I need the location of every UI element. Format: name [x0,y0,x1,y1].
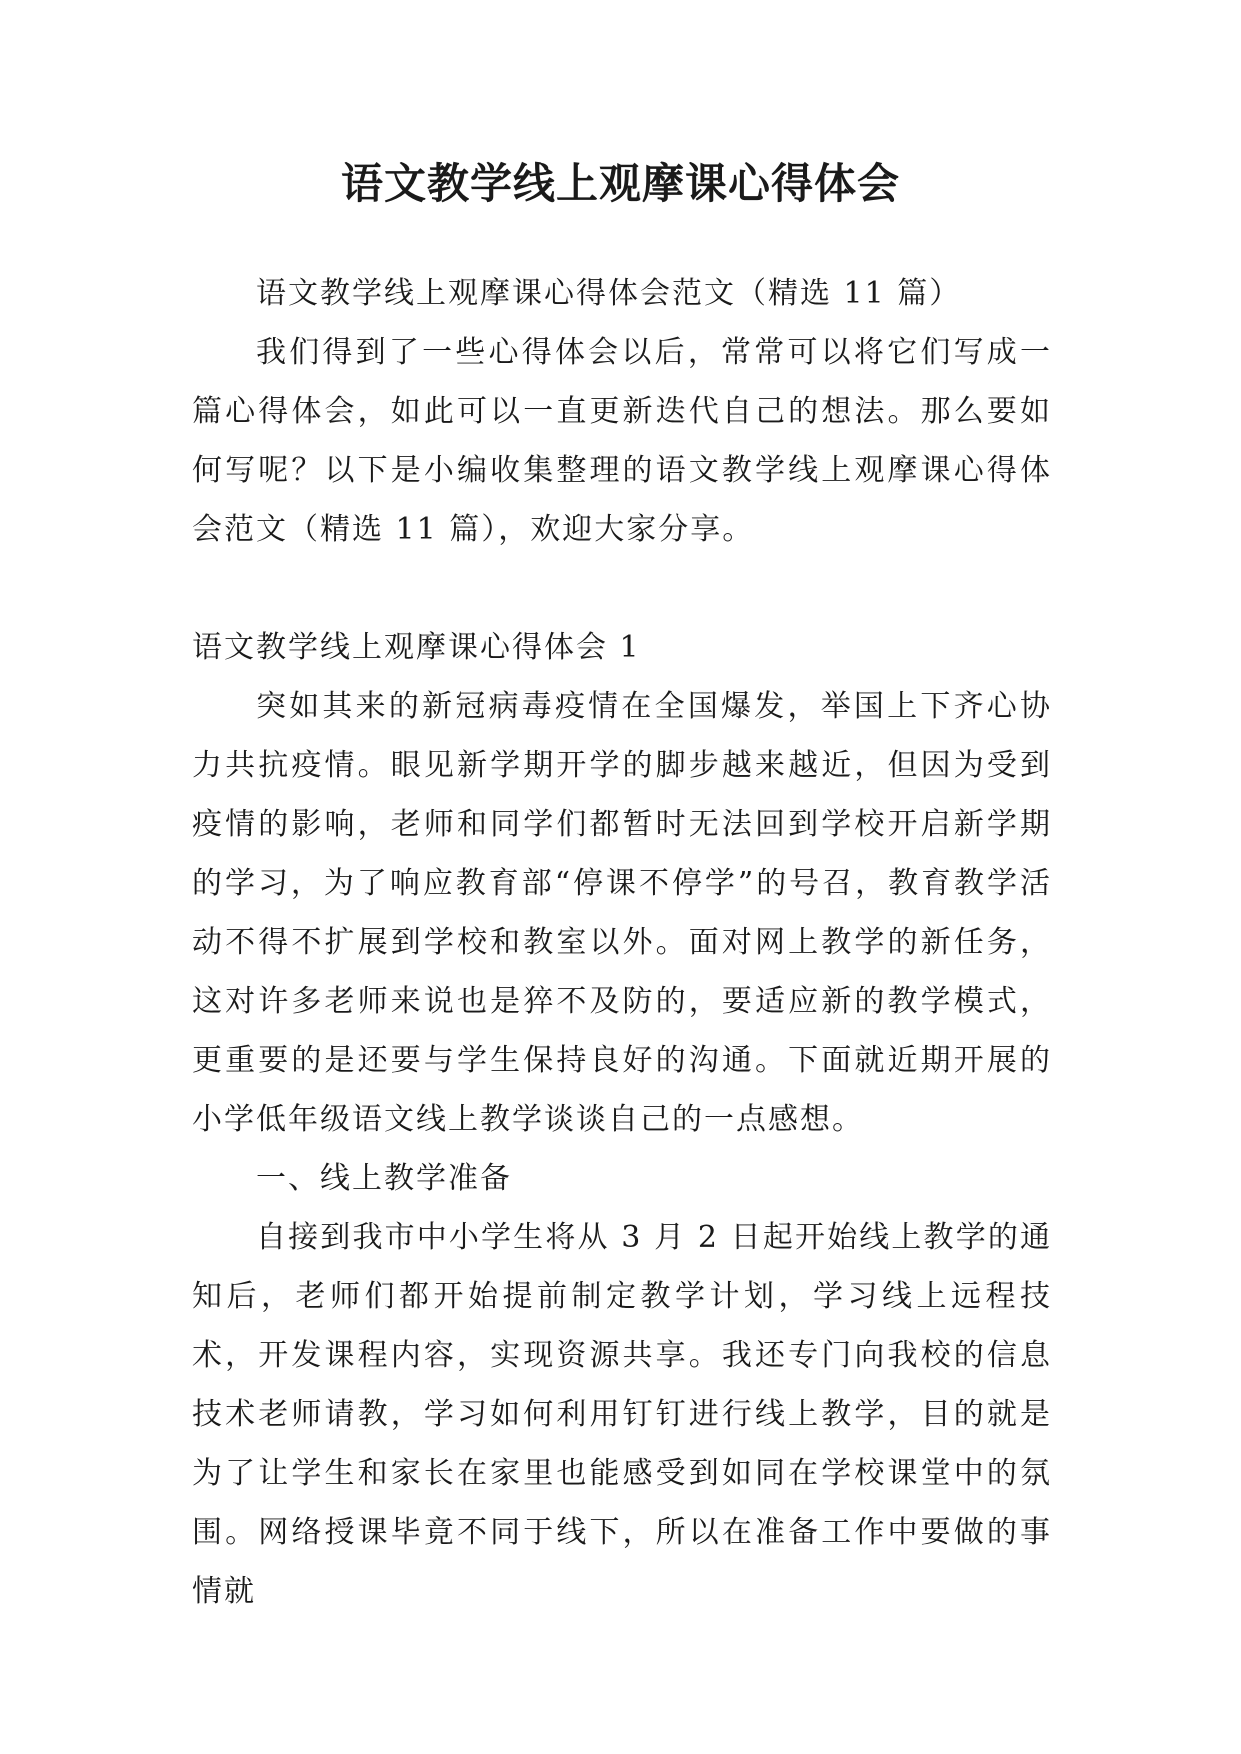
section-heading: 语文教学线上观摩课心得体会 1 [192,630,641,665]
document-title: 语文教学线上观摩课心得体会 [340,159,900,208]
intro-paragraph: 我们得到了一些心得体会以后，常常可以将它们写成一篇心得体会，如此可以一直更新迭代自己的想法。那么要如何写呢？以下是小编收集整理的语文教学线上观摩课心得体会范文（精选 11 篇），欢迎大家分享。 [192,335,1052,547]
body-paragraph: 突如其来的新冠病毒疫情在全国爆发，举国上下齐心协力共抗疫情。眼见新学期开学的脚步越来越近，但因为受到疫情的影响，老师和同学们都暂时无法回到学校开启新学期的学习，为了响应教育部“停课不停学”的号召，教育教学活动不得不扩展到学校和教室以外。面对网上教学的新任务，这对许多老师来说也是猝不及防的，要适应新的教学模式，更重要的是还要与学生保持良好的沟通。下面就近期开展的小学低年级语文线上教学谈谈自己的一点感想。 [192,689,1052,1137]
body-paragraph: 自接到我市中小学生将从 3 月 2 日起开始线上教学的通知后，老师们都开始提前制定教学计划，学习线上远程技术，开发课程内容，实现资源共享。我还专门向我校的信息技术老师请教，学习如何利用钉钉进行线上教学，目的就是为了让学生和家长在家里也能感受到如同在学校课堂中的氛围。网络授课毕竟不同于线下，所以在准备工作中要做的事情就 [192,1220,1052,1609]
document-body [192,264,1052,1621]
document-subtitle: 语文教学线上观摩课心得体会范文（精选 11 篇） [256,276,962,311]
subheading: 一、线上教学准备 [256,1161,512,1196]
